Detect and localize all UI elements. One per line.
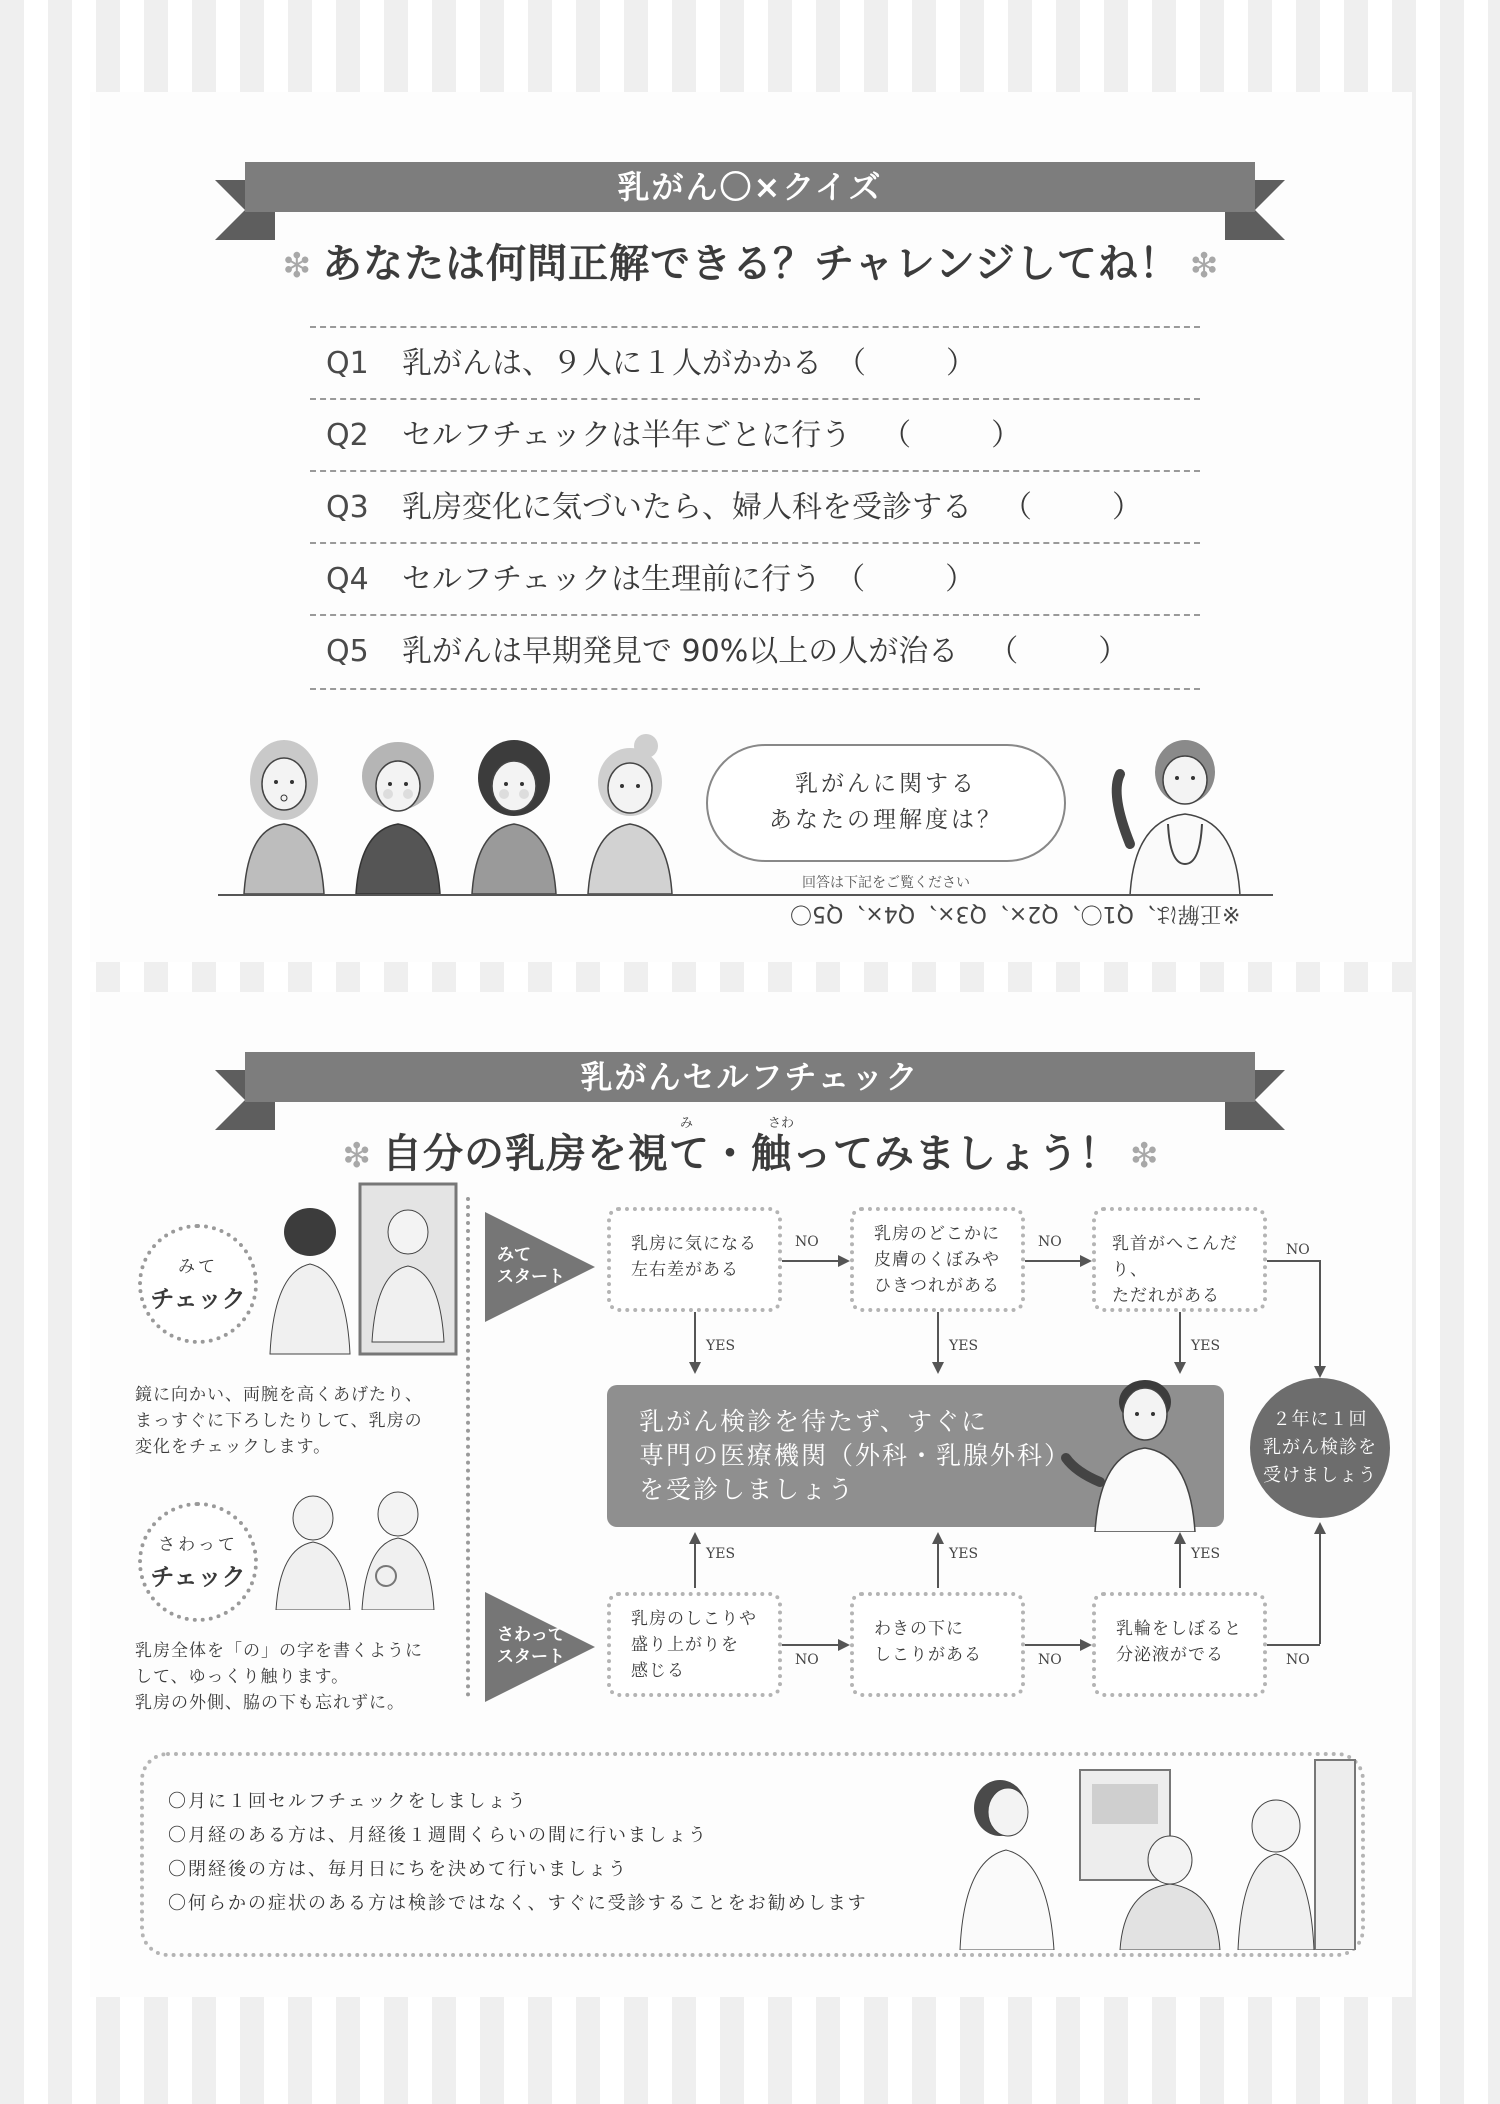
female-doctor-illustration xyxy=(1090,724,1260,896)
speech-bubble: 乳がんに関する あなたの理解度は？ xyxy=(706,744,1066,862)
quiz-title: 乳がん〇×クイズ xyxy=(245,162,1255,212)
flow-box: 乳房のどこかに 皮膚のくぼみや ひきつれがある xyxy=(850,1207,1025,1312)
yes-label: YES xyxy=(949,1338,979,1354)
sawatte-description: 乳房全体を「の」の字を書くように して、ゆっくり触ります。 乳房の外側、脇の下も忘れずに。 xyxy=(135,1641,423,1713)
yes-label: YES xyxy=(706,1338,736,1354)
selfcheck-title: 乳がんセルフチェック xyxy=(245,1052,1255,1102)
biennial-screening-circle: ２年に１回 乳がん検診を 受けましょう xyxy=(1250,1378,1390,1518)
flow-box: わきの下に しこりがある xyxy=(850,1592,1025,1697)
sawatte-check-badge: さわって チェック xyxy=(138,1502,258,1622)
question-number: Q5 xyxy=(326,634,369,669)
mite-start-marker: みて スタート xyxy=(485,1212,595,1322)
quiz-question-row xyxy=(310,542,1200,616)
quiz-panel xyxy=(90,92,1412,962)
flow-box: 乳房に気になる 左右差がある xyxy=(607,1207,782,1312)
question-number: Q2 xyxy=(326,418,369,453)
ruby-sawa: さわ xyxy=(768,1116,795,1131)
note-item: 〇月経のある方は、月経後１週間くらいの間に行いましょう xyxy=(168,1825,708,1846)
answer-blank[interactable]: （ ） xyxy=(881,418,1022,453)
quiz-question-row xyxy=(310,398,1200,472)
quiz-question-row xyxy=(310,326,1200,400)
no-label: NO xyxy=(1038,1652,1062,1668)
upside-down-answer: ※正解は、Q1〇、Q2×、Q3×、Q4×、Q5〇 xyxy=(790,901,1241,926)
mite-check-badge: みて チェック xyxy=(138,1224,258,1344)
flow-box: 乳輪をしぼると 分泌液がでる xyxy=(1092,1592,1267,1697)
answer-blank[interactable]: （ ） xyxy=(1002,490,1142,525)
question-text: セルフチェックは半年ごとに行う xyxy=(402,418,852,453)
yes-label: YES xyxy=(1191,1546,1221,1562)
palpation-illustration xyxy=(268,1484,448,1610)
question-text: セルフチェックは生理前に行う xyxy=(402,562,822,597)
selfcheck-panel xyxy=(90,992,1412,1997)
question-text: 乳房変化に気づいたら、婦人科を受診する xyxy=(402,490,972,525)
no-label: NO xyxy=(1286,1242,1310,1258)
no-label: NO xyxy=(1286,1652,1310,1668)
result-box: 乳がん検診を待たず、すぐに 専門の医療機関（外科・乳腺外科） を受診しましょう xyxy=(607,1385,1224,1527)
yes-label: YES xyxy=(949,1546,979,1562)
mite-description: 鏡に向かい、両腕を高くあげたり、 まっすぐに下ろしたりして、乳房の 変化をチェックします。 xyxy=(135,1385,423,1457)
worried-woman-illustration xyxy=(238,732,330,894)
flow-box: 乳房のしこりや 盛り上がりを 感じる xyxy=(607,1592,782,1697)
snowflake-icon: ❇ xyxy=(342,1136,372,1176)
no-label: NO xyxy=(1038,1234,1062,1250)
question-text: 乳がんは、９人に１人がかかる xyxy=(402,346,822,381)
no-label: NO xyxy=(795,1234,819,1250)
bubble-note: 回答は下記をご覧ください xyxy=(802,875,970,891)
question-number: Q1 xyxy=(326,346,369,381)
male-doctor-illustration xyxy=(1050,1362,1220,1532)
quiz-question-row xyxy=(310,470,1200,544)
answer-blank[interactable]: （ ） xyxy=(835,562,976,597)
selfcheck-ribbon xyxy=(245,1052,1255,1112)
answer-blank[interactable]: （ ） xyxy=(836,346,976,381)
ruby-mi: み xyxy=(680,1116,694,1131)
no-label: NO xyxy=(795,1652,819,1668)
flow-box: 乳首がへこんだり、 ただれがある xyxy=(1092,1207,1267,1312)
dark-haired-woman-illustration xyxy=(468,732,560,894)
question-number: Q4 xyxy=(326,562,369,597)
note-item: 〇閉経後の方は、毎月日にちを決めて行いましょう xyxy=(168,1859,628,1880)
snowflake-icon: ❇ xyxy=(1189,246,1220,286)
quiz-ribbon xyxy=(245,162,1255,222)
note-item: 〇月に１回セルフチェックをしましょう xyxy=(168,1791,528,1812)
mirror-check-illustration xyxy=(260,1182,460,1357)
answer-blank[interactable]: （ ） xyxy=(988,634,1129,669)
selfcheck-subtitle: ❇ 自分の乳房を視て・触ってみましょう！ ❇ xyxy=(342,1131,1160,1177)
note-item: 〇何らかの症状のある方は検診ではなく、すぐに受診することをお勧めします xyxy=(168,1893,868,1914)
quiz-question-row xyxy=(310,614,1200,690)
yes-label: YES xyxy=(706,1546,736,1562)
young-woman-illustration xyxy=(584,732,676,894)
middle-aged-woman-illustration xyxy=(352,732,444,894)
quiz-subtitle: ❇ あなたは何問正解できる？チャレンジしてね！ ❇ xyxy=(282,241,1220,287)
sawatte-start-marker: さわって スタート xyxy=(485,1592,595,1702)
question-number: Q3 xyxy=(326,490,369,525)
yes-label: YES xyxy=(1191,1338,1221,1354)
snowflake-icon: ❇ xyxy=(282,246,313,286)
question-text: 乳がんは早期発見で 90%以上の人が治る xyxy=(402,634,959,669)
divider-dotted xyxy=(466,1197,470,1697)
mammography-illustration xyxy=(920,1750,1360,1950)
ground-line xyxy=(218,894,1273,896)
snowflake-icon: ❇ xyxy=(1130,1136,1160,1176)
